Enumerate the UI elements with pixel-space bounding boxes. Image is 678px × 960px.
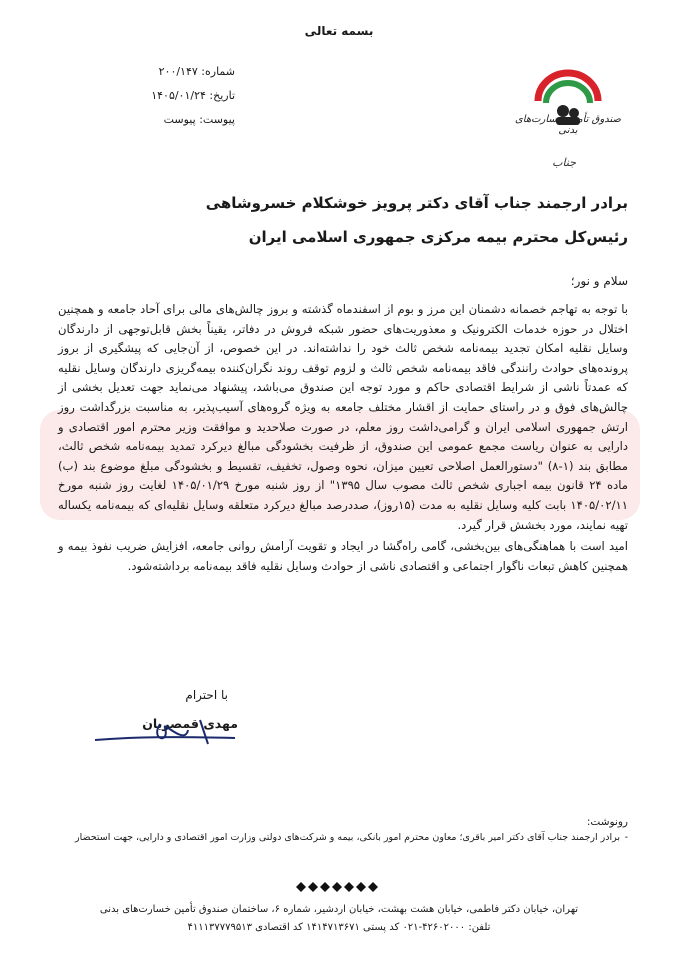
number-value: ۲۰۰/۱۴۷	[158, 65, 198, 78]
footer-contact: تلفن: ۴۲۶۰۲۰۰۰-۰۲۱ کد پستی ۱۴۱۴۷۱۳۶۷۱ کد اقتصادی ۴۱۱۱۳۷۷۷۹۵۱۳	[187, 922, 491, 933]
cc-recipient: برادر ارجمند جناب آقای دکتر امیر باقری؛ معاون محترم امور بانکی، بیمه و شرکت‌های دولتی وزارت امور اقتصادی و دارایی، جهت استحضار	[75, 832, 620, 843]
signature	[90, 710, 240, 760]
signer-name: مهدی قمصریان	[142, 716, 238, 731]
letter-meta	[95, 60, 235, 132]
basmala: بسمه تعالی	[304, 24, 374, 38]
attachment-value: پیوست	[163, 113, 196, 126]
date-value: ۱۴۰۵/۰۱/۲۴	[151, 89, 206, 102]
letter-date	[95, 84, 235, 108]
logo-caption: صندوق تأمین خسارت‌های بدنی	[514, 114, 622, 136]
date-label: تاریخ:	[209, 89, 235, 102]
greeting: سلام و نور؛	[570, 274, 628, 288]
attachment-label: پیوست:	[199, 113, 235, 126]
recipient-title: رئیس‌کل محترم بیمه مرکزی جمهوری اسلامی ایران	[248, 228, 628, 246]
recipient-name: برادر ارجمند جناب آقای دکتر پرویز خوشکلام خسروشاهی	[205, 194, 628, 212]
body-paragraph-1: با توجه به تهاجم خصمانه دشمنان این مرز و بوم از اسفندماه گذشته و بروز چالش‌های مالی برای آحاد جامعه و همچنین اختلال در حوزه خدمات الکترونیک و معذوریت‌های حضور شبکه فروش در دفاتر، یقیناً بخش قابل‌توجهی از دارندگان وسایل نقلیه امکان تجدید بیمه‌نامه شخص ثالث خود را نداشته‌اند. در این خصوص، از آن‌جایی که پیشگیری از بروز پرونده‌های حوادث رانندگی فاقد بیمه‌نامه شخص ثالث و لزوم توقف روند نگران‌کننده بیمه‌گریزی دارندگان وسایل نقلیه که عمدتاً ناشی از شرایط اقتصادی حاکم و مورد توجه این صندوق می‌باشد، پیشنهاد می‌نماید جهت تعدیل بخشی از چالش‌های فوق و در راستای حمایت از اقشار مختلف جامعه به ویژه گروه‌های آسیب‌پذیر، به مناسبت بزرگداشت روز ارتش جمهوری اسلامی ایران و گرامی‌داشت روز معلم، در صورت صلاحدید و موافقت وزیر محترم امور اقتصادی و دارایی به عنوان ریاست مجمع عمومی این صندوق، از ظرفیت بخشودگی مبالغ دیرکرد تمدید بیمه‌نامه شخص ثالث، مطابق بند (۱-۸) "دستورالعمل اصلاحی تعیین میزان، نحوه وصول، تخفیف، تقسیط و بخشودگی مبلغ موضوع بند (ب) ماده ۲۴ قانون بیمه اجباری شخص ثالث مصوب سال ۱۳۹۵" از روز شنبه مورخ ۱۴۰۵/۰۱/۲۹ لغایت روز شنبه مورخ ۱۴۰۵/۰۲/۱۱ بابت کلیه وسایل نقلیه به مدت (۱۵روز)، صددرصد مبالغ دیرکرد متعلقه وسایل نقلیه‌ای که بیمه‌نامه یکساله تهیه نمایند، مورد بخشش قرار گیرد.	[58, 302, 628, 532]
cc-bullet: -	[624, 832, 628, 843]
footer-address: تهران، خیابان دکتر فاطمی، خیابان هشت بهشت، خیابان اردشیر، شماره ۶، ساختمان صندوق تأمین خسارت‌های بدنی	[99, 904, 579, 915]
number-label: شماره:	[201, 65, 235, 78]
letter-number	[95, 60, 235, 84]
letter-body	[58, 300, 628, 578]
footer-ornament	[290, 880, 390, 894]
closing: با احترام	[185, 688, 228, 702]
cc-title: رونوشت:	[586, 816, 628, 828]
salutation-script: جناب	[552, 156, 576, 169]
body-paragraph-2: امید است با هماهنگی‌های بین‌بخشی، گامی راه‌گشا در ایجاد و تقویت آرامش روانی جامعه، افزایش ضریب نفوذ بیمه و همچنین کاهش تبعات ناگوار اجتماعی و اقتصادی ناشی از حوادث وسایل نقلیه فاقد بیمه‌نامه برداشته‌شود.	[58, 539, 628, 573]
letter-attachment	[95, 108, 235, 132]
